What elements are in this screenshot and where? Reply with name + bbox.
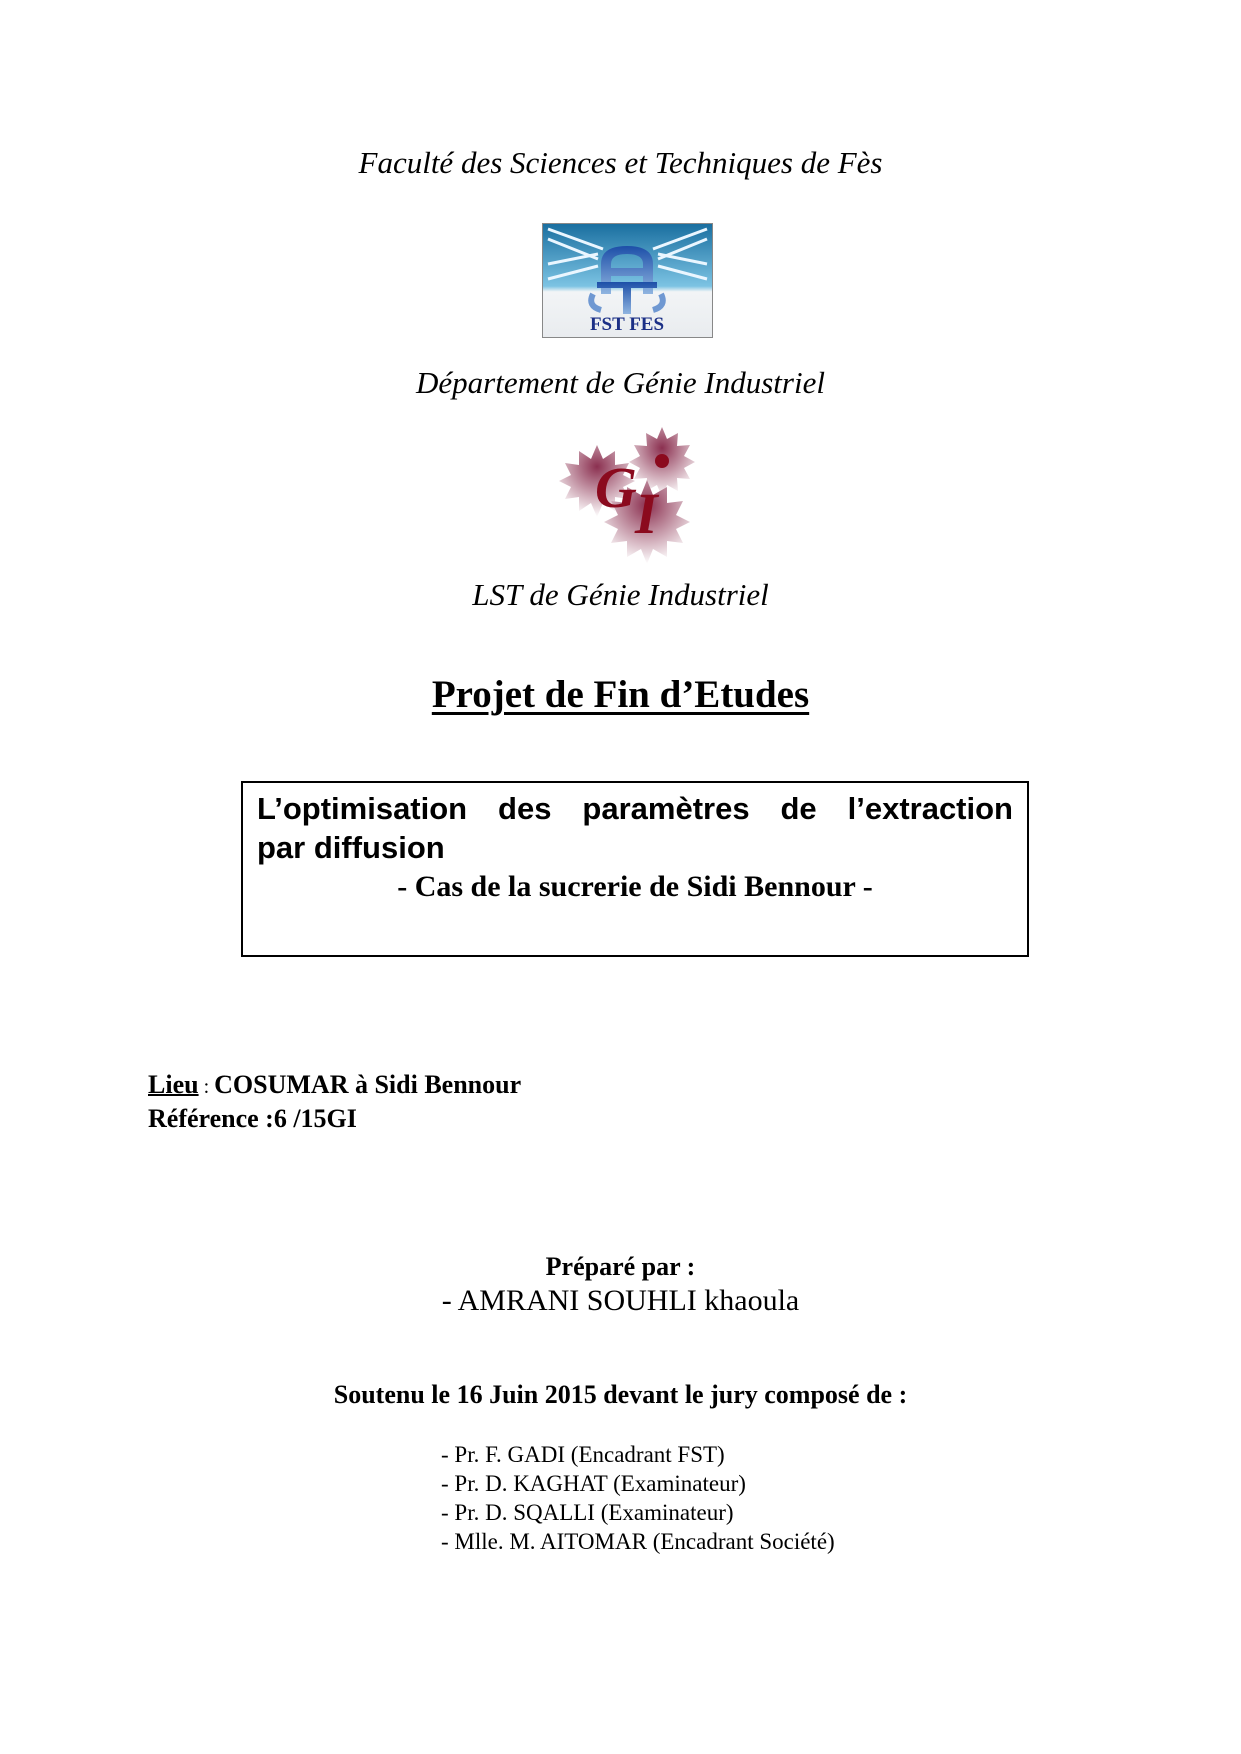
- reference: Référence :6 /15GI: [148, 1104, 357, 1133]
- subject-case: - Cas de la sucrerie de Sidi Bennour -: [397, 870, 873, 903]
- location: [148, 1070, 521, 1100]
- svg-text:I: I: [635, 481, 658, 546]
- svg-text:FST FES: FST FES: [589, 314, 665, 335]
- svg-text:G: G: [595, 455, 637, 520]
- document-type-title-text: Projet de Fin d’Etudes: [431, 673, 810, 716]
- location-label: Lieu: [148, 1070, 199, 1099]
- jury-member: - Pr. D. KAGHAT (Examinateur): [441, 1471, 746, 1496]
- location-value: COSUMAR à Sidi Bennour: [214, 1070, 522, 1099]
- defense-statement: Soutenu le 16 Juin 2015 devant le jury composé de :: [333, 1380, 908, 1409]
- jury-member: - Pr. F. GADI (Encadrant FST): [441, 1442, 725, 1467]
- subject-line-2: par diffusion: [257, 830, 445, 865]
- jury-list: [441, 1440, 835, 1556]
- department-name: Département de Génie Industriel: [416, 365, 825, 400]
- subject-box: [241, 781, 1029, 957]
- fst-emblem-icon: [543, 224, 712, 337]
- gear-icon: [557, 425, 707, 565]
- subject-line-1: L’optimisation des paramètres de l’extraction: [257, 791, 1013, 826]
- faculty-name: Faculté des Sciences et Techniques de Fès: [358, 145, 883, 180]
- document-type-title: [0, 672, 1241, 717]
- prepared-by-label: Préparé par :: [545, 1252, 696, 1281]
- program-name: LST de Génie Industriel: [472, 577, 769, 612]
- fst-fes-logo: [542, 223, 713, 338]
- jury-member: - Mlle. M. AITOMAR (Encadrant Société): [441, 1529, 835, 1554]
- jury-member: - Pr. D. SQALLI (Examinateur): [441, 1500, 734, 1525]
- gi-logo: [557, 425, 707, 565]
- location-separator: :: [198, 1076, 215, 1098]
- author-name: - AMRANI SOUHLI khaoula: [441, 1284, 800, 1317]
